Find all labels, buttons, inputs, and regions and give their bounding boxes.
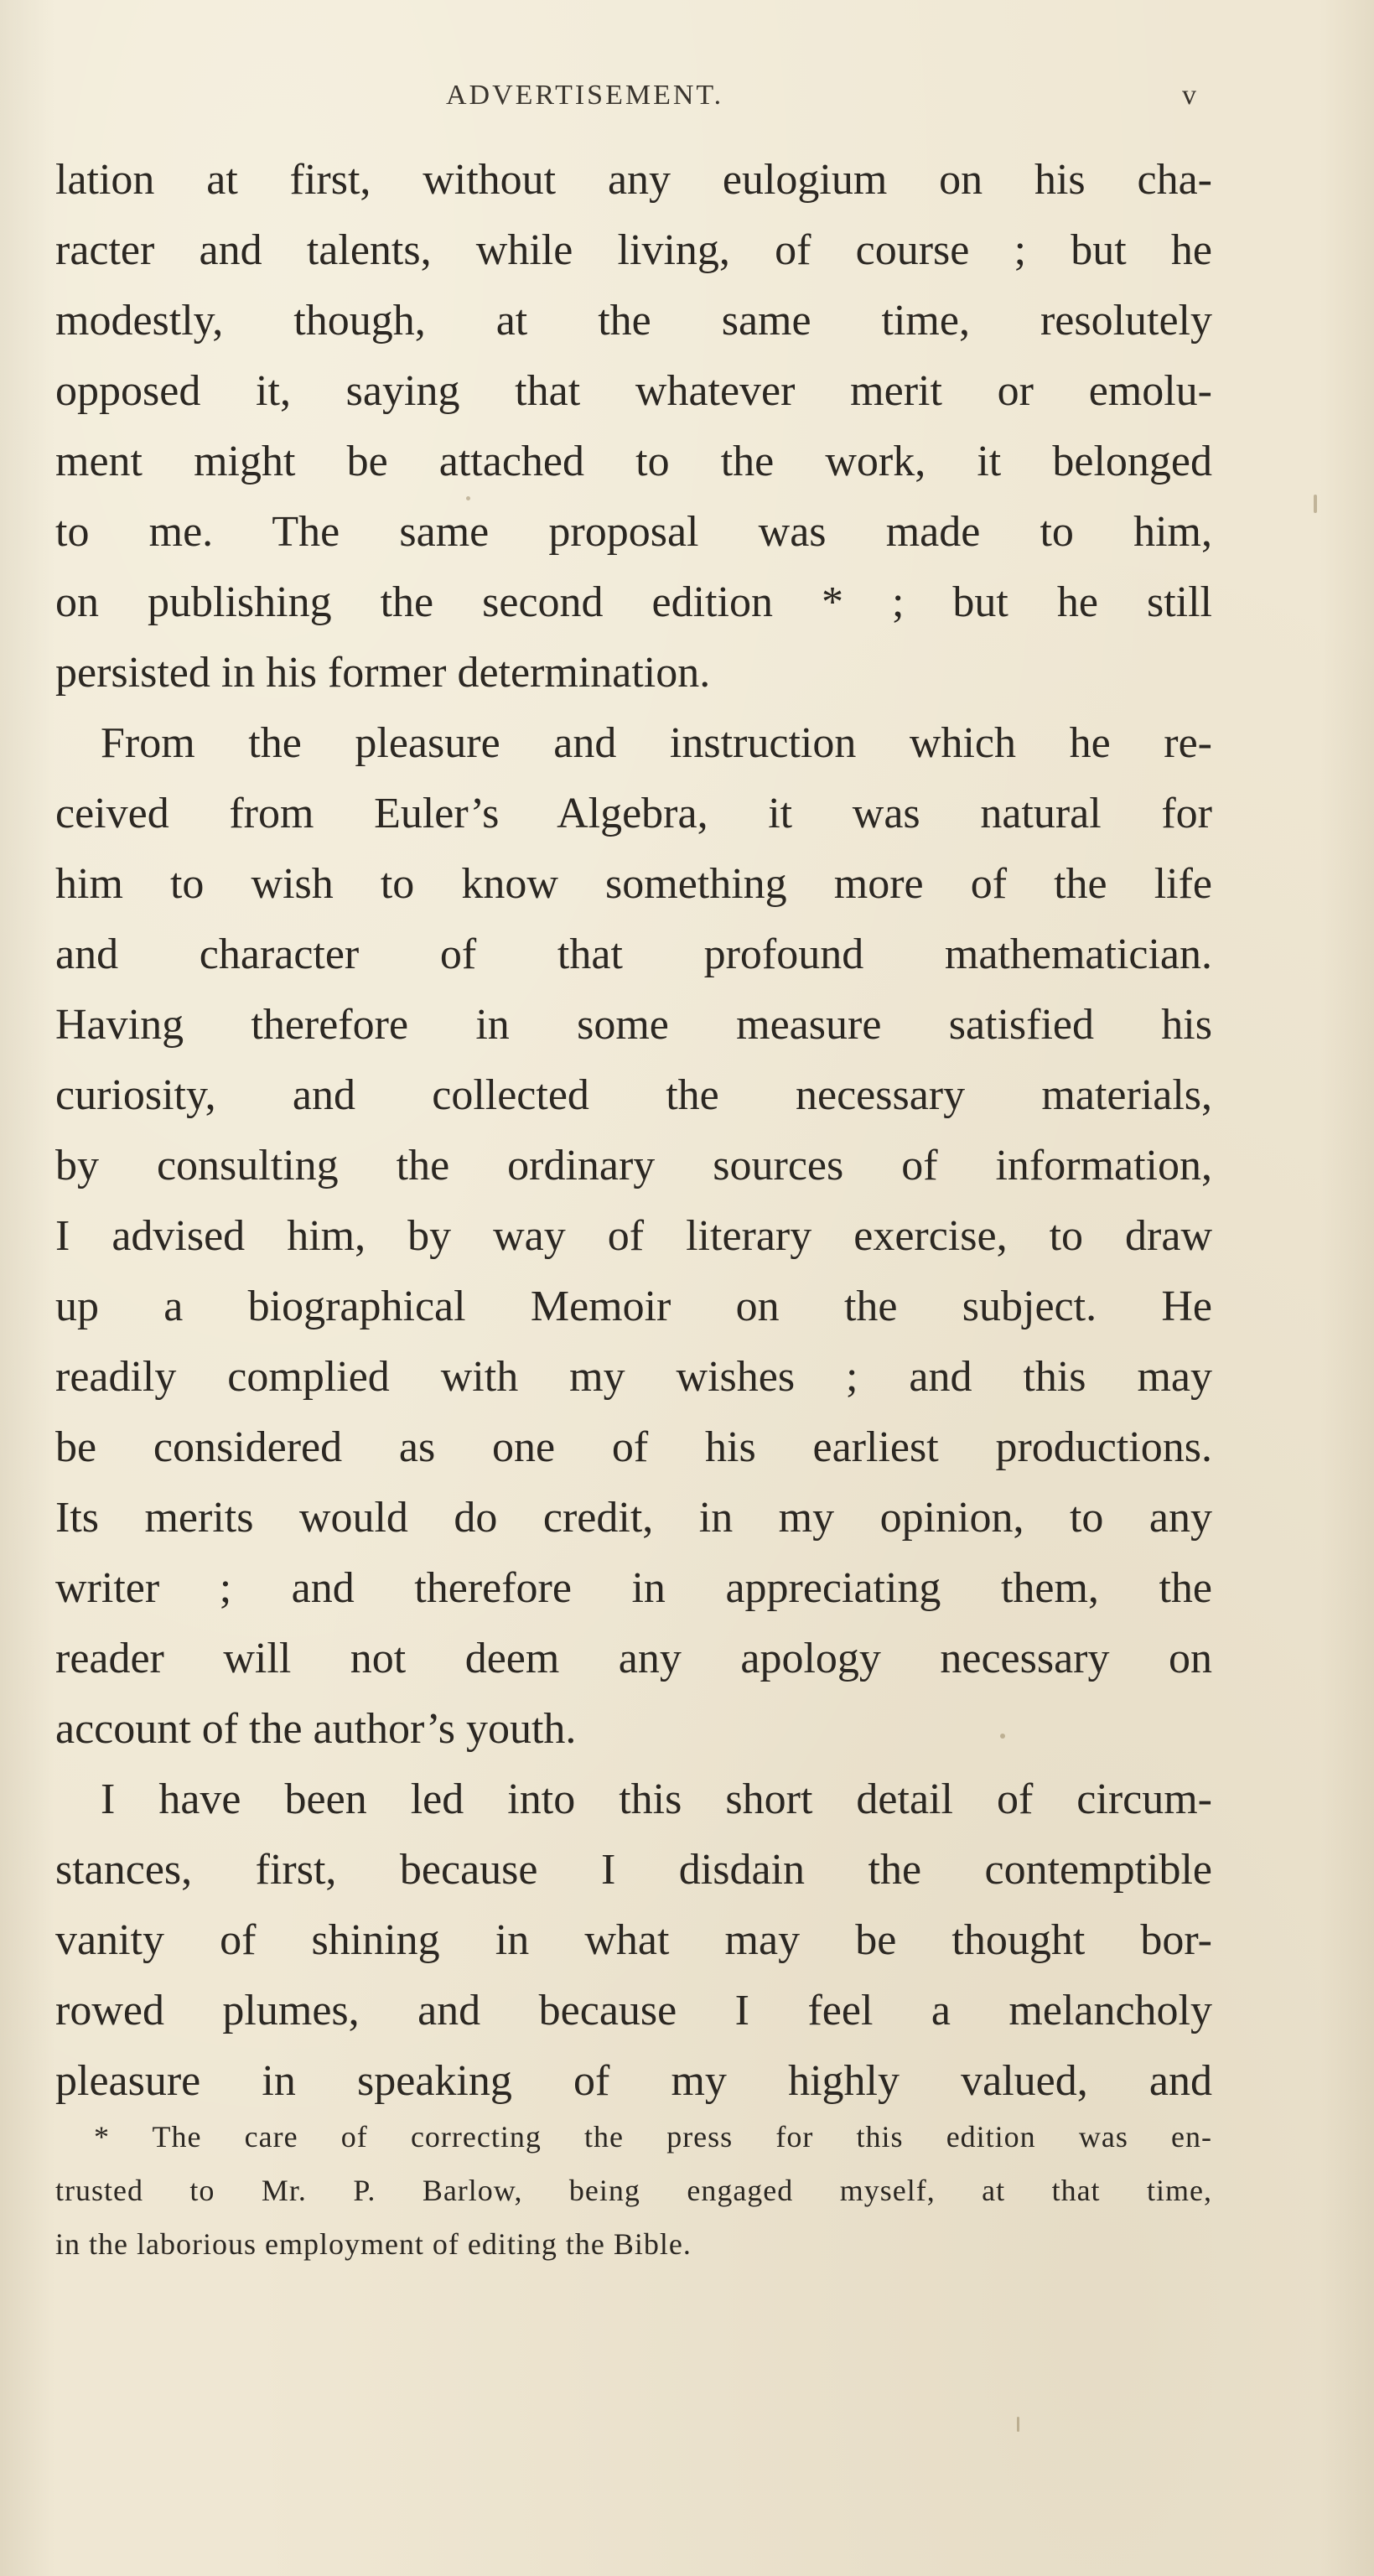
text-line: him to wish to know something more of the life (55, 860, 1212, 908)
paper-speck (466, 496, 470, 500)
paper-speck (1017, 2417, 1019, 2432)
text-line: account of the author’s youth. (55, 1705, 577, 1753)
text-line: pleasure in speaking of my highly valued, and (55, 2057, 1212, 2105)
running-head (0, 80, 1374, 122)
text-line: I advised him, by way of literary exercise, to draw (55, 1212, 1212, 1260)
text-line: vanity of shining in what may be thought bor- (55, 1916, 1212, 1964)
paper-speck (1314, 495, 1317, 513)
text-line: lation at first, without any eulogium on his cha- (55, 156, 1212, 204)
footnote-line: trusted to Mr. P. Barlow, being engaged myself, at that time, (55, 2174, 1212, 2207)
text-line: ceived from Euler’s Algebra, it was natural for (55, 790, 1212, 837)
text-line: racter and talents, while living, of course ; but he (55, 226, 1212, 274)
text-line: ment might be attached to the work, it belonged (55, 438, 1212, 485)
text-line: modestly, though, at the same time, resolutely (55, 297, 1212, 345)
text-line: writer ; and therefore in appreciating them, the (55, 1564, 1212, 1612)
text-line: persisted in his former determination. (55, 649, 711, 697)
text-line: Its merits would do credit, in my opinion, to any (55, 1494, 1212, 1542)
running-title: ADVERTISEMENT. (446, 80, 724, 111)
text-line: curiosity, and collected the necessary materials, (55, 1071, 1212, 1119)
text-line: be considered as one of his earliest productions. (55, 1423, 1212, 1471)
paragraph-start-line: From the pleasure and instruction which he re- (101, 719, 1212, 767)
text-line: rowed plumes, and because I feel a melancholy (55, 1987, 1212, 2034)
paragraph-start-line: I have been led into this short detail of circum- (101, 1775, 1212, 1823)
paper-speck (1000, 1734, 1005, 1739)
text-line: reader will not deem any apology necessary on (55, 1635, 1212, 1682)
text-line: stances, first, because I disdain the contemptible (55, 1846, 1212, 1894)
text-line: by consulting the ordinary sources of information, (55, 1142, 1212, 1190)
text-line: to me. The same proposal was made to him, (55, 508, 1212, 556)
text-line: on publishing the second edition * ; but he still (55, 578, 1212, 626)
text-line: readily complied with my wishes ; and this may (55, 1353, 1212, 1401)
text-line: Having therefore in some measure satisfied his (55, 1001, 1212, 1049)
text-line: up a biographical Memoir on the subject. He (55, 1283, 1212, 1330)
footnote-line: in the laborious employment of editing the Bible. (55, 2227, 692, 2261)
footnote (55, 2110, 1212, 2271)
text-line: opposed it, saying that whatever merit or emolu- (55, 367, 1212, 415)
footnote-line: * The care of correcting the press for this edition was en- (94, 2120, 1212, 2154)
text-line: and character of that profound mathematician. (55, 930, 1212, 978)
body-text (55, 145, 1212, 2117)
page-number: v (1182, 80, 1199, 111)
